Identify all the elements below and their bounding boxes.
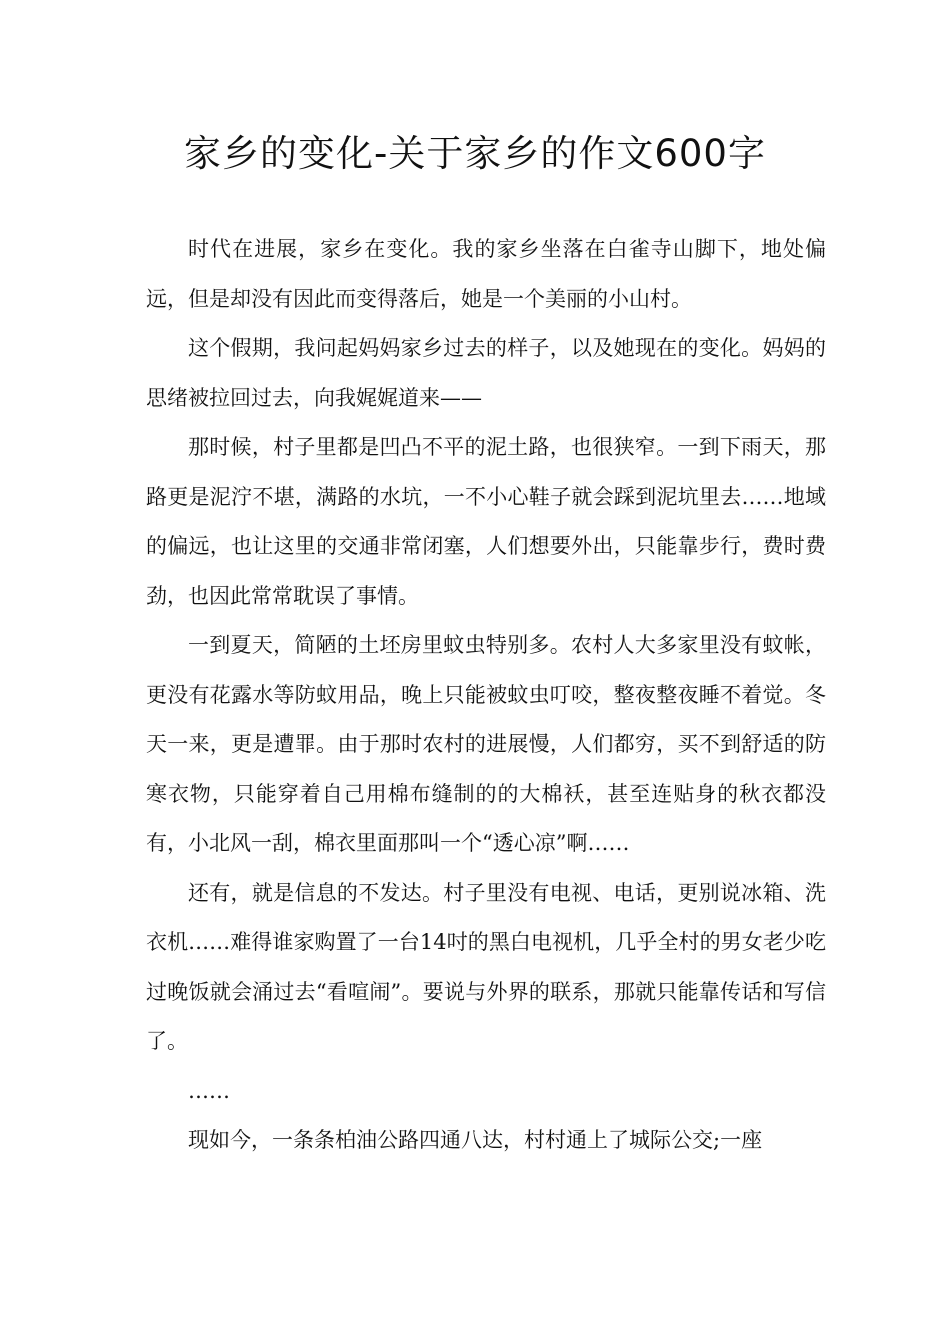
paragraph-2: 这个假期，我问起妈妈家乡过去的样子，以及她现在的变化。妈妈的思绪被拉回过去，向我娓娓道来——	[146, 336, 826, 410]
paragraph-3: 那时候，村子里都是凹凸不平的泥土路，也很狭窄。一到下雨天，那路更是泥泞不堪，满路的水坑，一不小心鞋子就会踩到泥坑里去……地域的偏远，也让这里的交通非常闭塞，人们想要外出，只能靠步行，费时费劲，也因此常常耽误了事情。	[146, 435, 826, 608]
paragraph-6-ellipsis: ……	[188, 1078, 230, 1103]
paragraph-7: 现如今，一条条柏油公路四通八达，村村通上了城际公交;一座	[188, 1128, 763, 1152]
document-body	[146, 225, 826, 1166]
paragraph-1: 时代在进展，家乡在变化。我的家乡坐落在白雀寺山脚下，地处偏远，但是却没有因此而变得落后，她是一个美丽的小山村。	[146, 237, 826, 311]
document-title: 家乡的变化-关于家乡的作文600字	[184, 132, 766, 175]
paragraph-5: 还有，就是信息的不发达。村子里没有电视、电话，更别说冰箱、洗衣机……难得谁家购置了一台14吋的黑白电视机，几乎全村的男女老少吃过晚饭就会涌过去“看喧闹”。要说与外界的联系，那就只能靠传话和写信了。	[146, 880, 826, 1053]
paragraph-4: 一到夏天，简陋的土坯房里蚊虫特别多。农村人大多家里没有蚊帐，更没有花露水等防蚊用品，晚上只能被蚊虫叮咬，整夜整夜睡不着觉。冬天一来，更是遭罪。由于那时农村的进展慢，人们都穷，买不到舒适的防寒衣物，只能穿着自己用棉布缝制的的大棉袄，甚至连贴身的秋衣都没有，小北风一刮，棉衣里面那叫一个“透心凉”啊……	[146, 633, 826, 855]
